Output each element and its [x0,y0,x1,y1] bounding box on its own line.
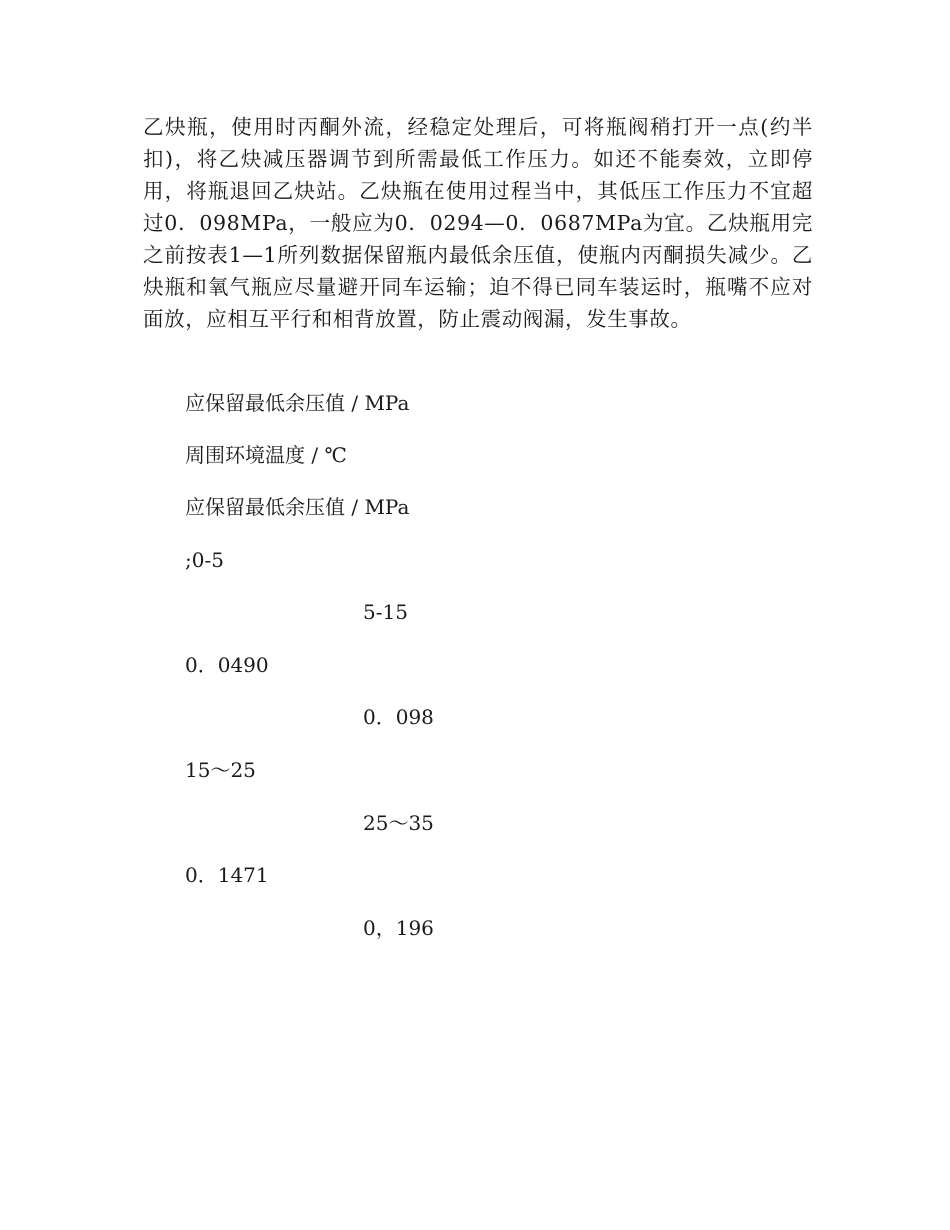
table-header-temperature: 周围环境温度 / ℃ [185,443,347,467]
table-cell-pressure-value: 0．1471 [185,863,269,887]
table-cell-temp-range: 25～35 [363,811,434,835]
table-cell-temp-range: 5-15 [363,600,408,624]
table-cell-pressure-value: 0．0490 [185,653,269,677]
table-header-pressure-repeat: 应保留最低余压值 / MPa [185,495,410,519]
table-cell-pressure-value: 0，196 [363,916,434,940]
table-header-pressure: 应保留最低余压值 / MPa [185,391,410,415]
body-paragraph: 乙炔瓶，使用时丙酮外流，经稳定处理后，可将瓶阀稍打开一点(约半扣)，将乙炔减压器调节到所需最低工作压力。如还不能奏效，立即停用，将瓶退回乙炔站。乙炔瓶在使用过程当中，其低压工作压力不宜超过0．098MPa，一般应为0．0294—0．0687MPa为宜。乙炔瓶用完之前按表1—1所列数据保留瓶内最低余压值，使瓶内丙酮损失减少。乙炔瓶和氧气瓶应尽量避开同车运输；迫不得已同车装运时，瓶嘴不应对面放，应相互平行和相背放置，防止震动阀漏，发生事故。 [143,115,813,331]
table-cell-temp-range: ;0-5 [185,548,224,572]
table-cell-pressure-value: 0．098 [363,705,434,729]
table-cell-temp-range: 15～25 [185,758,256,782]
